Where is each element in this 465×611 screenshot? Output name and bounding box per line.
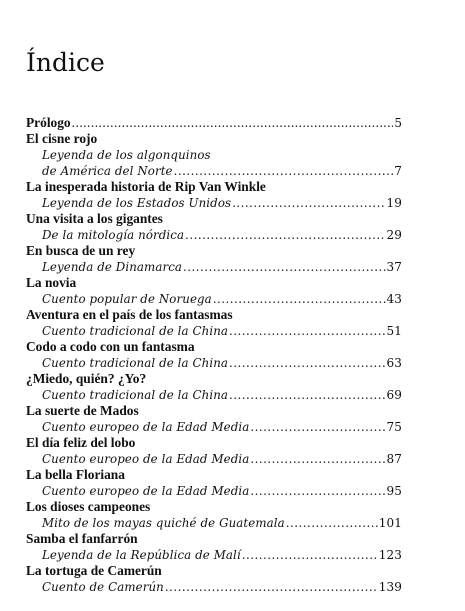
- toc-entry-line: [26, 499, 402, 515]
- toc-entry-el-dia-feliz-del-lobo[interactable]: [26, 435, 402, 467]
- leader-dots: [213, 291, 386, 307]
- toc-entry-title: La tortuga de Camerún: [26, 563, 162, 578]
- toc-entry-page: 75: [386, 420, 402, 434]
- toc-entry-una-visita-a-los-gigantes[interactable]: [26, 211, 402, 243]
- toc-entry-page: 51: [386, 324, 402, 338]
- toc-entry-page: 63: [386, 356, 402, 370]
- toc-entry-subtitle-line: [26, 163, 402, 179]
- table-of-contents: [26, 115, 402, 595]
- toc-entry-prologo[interactable]: [26, 115, 402, 131]
- leader-dots: [286, 515, 378, 531]
- toc-entry-subtitle-line: [26, 291, 402, 307]
- toc-entry-page: 43: [386, 292, 402, 306]
- toc-entry-page: 37: [386, 260, 402, 274]
- toc-entry-page: 87: [386, 452, 402, 466]
- leader-dots: [250, 451, 385, 467]
- toc-entry-subtitle: Mito de los mayas quiché de Guatemala: [42, 516, 285, 530]
- toc-entry-title: Codo a codo con un fantasma: [26, 339, 195, 354]
- toc-entry-subtitle: de América del Norte: [42, 164, 173, 178]
- toc-entry-subtitle: Leyenda de los Estados Unidos: [42, 196, 232, 210]
- leader-dots: [185, 227, 385, 243]
- toc-entry-subtitle-line: [26, 195, 402, 211]
- toc-entry-line: [26, 467, 402, 483]
- toc-entry-subtitle-line: [26, 483, 402, 499]
- toc-entry-subtitle: Cuento europeo de la Edad Media: [42, 452, 250, 466]
- toc-entry-page: 7: [394, 164, 402, 178]
- toc-entry-subtitle-line: [26, 227, 402, 243]
- toc-entry-subtitle-line: [26, 419, 402, 435]
- toc-entry-title: La novia: [26, 275, 77, 290]
- toc-entry-title: El cisne rojo: [26, 131, 98, 146]
- toc-entry-subtitle: Cuento tradicional de la China: [42, 324, 229, 338]
- toc-entry-title: ¿Miedo, quién? ¿Yo?: [26, 371, 147, 386]
- toc-entry-title: Los dioses campeones: [26, 499, 151, 514]
- toc-entry-title: La inesperada historia de Rip Van Winkle: [26, 179, 266, 194]
- toc-entry-la-novia[interactable]: [26, 275, 402, 307]
- toc-entry-title: Samba el fanfarrón: [26, 531, 138, 546]
- toc-entry-line: [26, 531, 402, 547]
- toc-entry-subtitle-line: [26, 451, 402, 467]
- toc-entry-subtitle-line: [26, 355, 402, 371]
- toc-entry-los-dioses-campeones[interactable]: [26, 499, 402, 531]
- toc-entry-samba-el-fanfarron[interactable]: [26, 531, 402, 563]
- toc-entry-line: [26, 339, 402, 355]
- toc-entry-page: 19: [386, 196, 402, 210]
- toc-entry-line: [26, 275, 402, 291]
- toc-entry-line: [26, 131, 402, 147]
- toc-entry-line: [26, 563, 402, 579]
- toc-entry-page: 139: [378, 580, 402, 594]
- toc-entry-line: [26, 307, 402, 323]
- toc-entry-subtitle-line: [26, 323, 402, 339]
- toc-entry-title: El día feliz del lobo: [26, 435, 136, 450]
- toc-entry-la-bella-floriana[interactable]: [26, 467, 402, 499]
- toc-entry-subtitle-line: [26, 547, 402, 563]
- toc-entry-page: 69: [386, 388, 402, 402]
- toc-entry-subtitle: Cuento europeo de la Edad Media: [42, 484, 250, 498]
- toc-entry-subtitle: Leyenda de la República de Malí: [42, 548, 241, 562]
- leader-dots: [174, 163, 394, 179]
- toc-entry-title: Prólogo: [26, 115, 71, 130]
- leader-dots: [229, 387, 385, 403]
- toc-entry-subtitle-line: [26, 579, 402, 595]
- toc-entry-subtitle: Cuento tradicional de la China: [42, 388, 229, 402]
- toc-entry-title: Aventura en el país de los fantasmas: [26, 307, 233, 322]
- toc-entry-en-busca-de-un-rey[interactable]: [26, 243, 402, 275]
- toc-entry-page: 5: [394, 116, 402, 130]
- toc-entry-line: [26, 435, 402, 451]
- toc-entry-codo-a-codo[interactable]: [26, 339, 402, 371]
- toc-entry-subtitle: Cuento europeo de la Edad Media: [42, 420, 250, 434]
- toc-entry-rip-van-winkle[interactable]: [26, 179, 402, 211]
- toc-entry-title: En busca de un rey: [26, 243, 136, 258]
- toc-entry-subtitle: Cuento tradicional de la China: [42, 356, 229, 370]
- toc-entry-line: [26, 243, 402, 259]
- toc-entry-page: 95: [386, 484, 402, 498]
- toc-entry-subtitle: Leyenda de Dinamarca: [42, 260, 183, 274]
- toc-entry-subtitle: Cuento popular de Noruega: [42, 292, 212, 306]
- toc-entry-line: [26, 179, 402, 195]
- toc-entry-la-tortuga-de-camerun[interactable]: [26, 563, 402, 595]
- leader-dots: [183, 259, 385, 275]
- leader-dots: [242, 547, 378, 563]
- toc-entry-subtitle-line: [26, 259, 402, 275]
- toc-entry-line: [26, 371, 402, 387]
- leader-dots: [72, 115, 394, 131]
- toc-entry-subtitle: Cuento de Camerún: [42, 580, 164, 594]
- toc-entry-page: 123: [378, 548, 402, 562]
- toc-entry-title: La bella Floriana: [26, 467, 125, 482]
- toc-entry-line: [26, 211, 402, 227]
- leader-dots: [229, 323, 385, 339]
- toc-entry-line: [26, 403, 402, 419]
- leader-dots: [232, 195, 385, 211]
- toc-entry-line: [26, 115, 402, 131]
- toc-entry-page: 101: [378, 516, 402, 530]
- leader-dots: [165, 579, 378, 595]
- toc-entry-subtitle-line: [26, 147, 402, 163]
- leader-dots: [229, 355, 385, 371]
- toc-entry-miedo-quien-yo[interactable]: [26, 371, 402, 403]
- toc-entry-subtitle: Leyenda de los algonquinos: [42, 148, 211, 162]
- toc-entry-aventura-fantasmas[interactable]: [26, 307, 402, 339]
- toc-entry-subtitle: De la mitología nórdica: [42, 228, 185, 242]
- toc-entry-page: 29: [386, 228, 402, 242]
- toc-entry-la-suerte-de-mados[interactable]: [26, 403, 402, 435]
- leader-dots: [250, 419, 385, 435]
- toc-entry-subtitle-line: [26, 515, 402, 531]
- toc-entry-title: La suerte de Mados: [26, 403, 139, 418]
- page-title: Índice: [26, 47, 105, 77]
- toc-entry-subtitle-line: [26, 387, 402, 403]
- toc-entry-el-cisne-rojo[interactable]: [26, 131, 402, 179]
- leader-dots: [250, 483, 385, 499]
- toc-entry-title: Una visita a los gigantes: [26, 211, 163, 226]
